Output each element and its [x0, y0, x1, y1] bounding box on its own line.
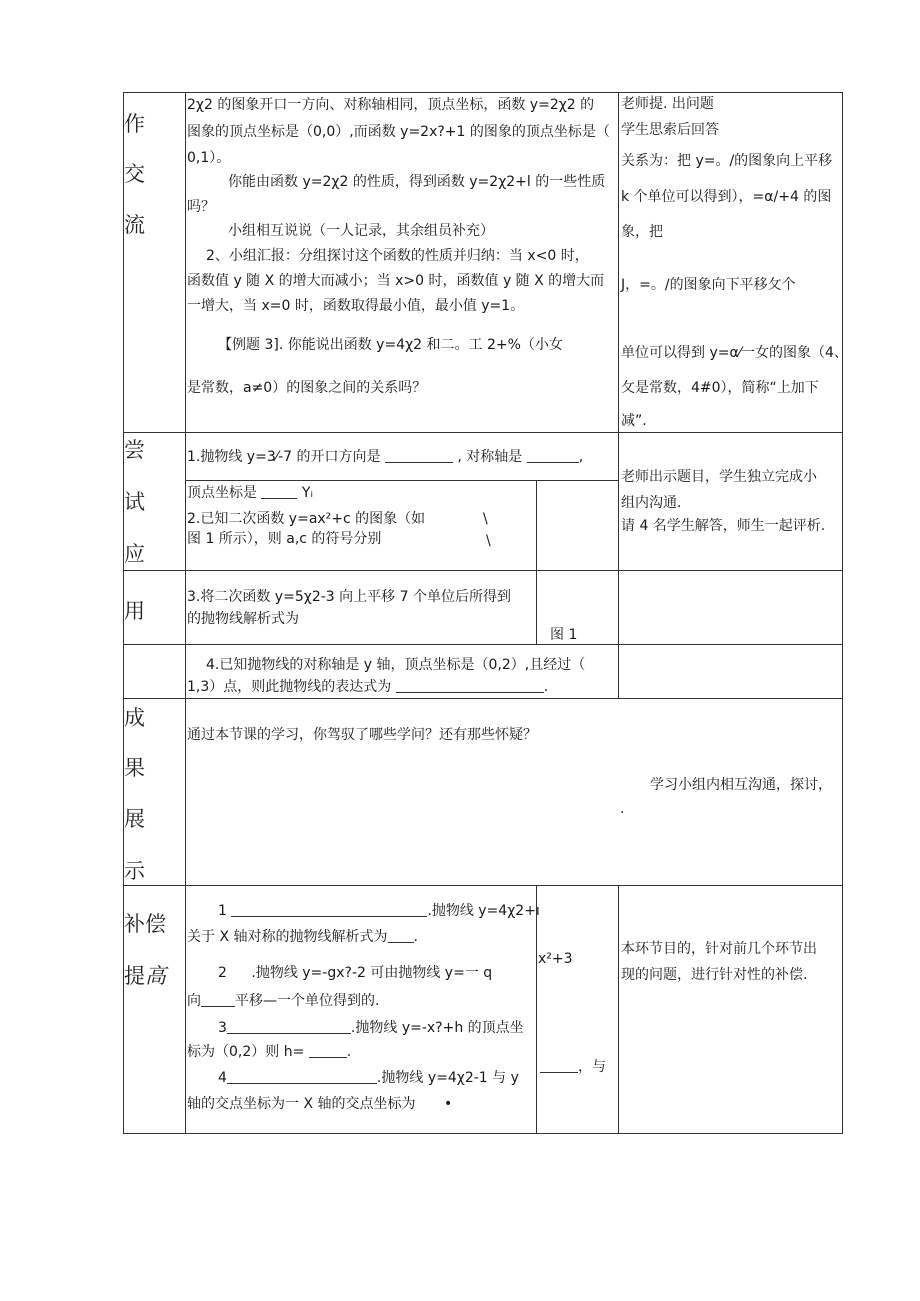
question-2-cont: 图 1 所示），则 a,c 的符号分别 — [187, 531, 382, 547]
exercise-3 — [218, 1019, 524, 1037]
exercise-text: 轴的交点坐标为一 X 轴的交点坐标为 — [187, 1096, 416, 1112]
stage-label-char: 交 — [124, 162, 145, 186]
period: . — [413, 929, 418, 945]
teacher-note: J，=。/的图象向下平移攵个 — [621, 277, 796, 293]
teacher-note: 请 4 名学生解答，师生一起评析. — [621, 518, 826, 534]
table-top-border — [123, 92, 843, 93]
example-line: 【例题 3]. 你能说出函数 y=4χ2 和二。工 2+%（小女 — [218, 337, 563, 353]
teacher-note: 老师出示题目，学生独立完成小 — [621, 469, 817, 485]
question-text: , 对称轴是 — [457, 449, 523, 465]
stage-label — [124, 960, 166, 990]
answer-blank — [396, 692, 544, 693]
exercise-text: .抛物线 y=4χ2-1 与 y — [376, 1070, 519, 1086]
exercise-number: 2 — [218, 965, 227, 981]
stage-label-char: 果 — [124, 756, 145, 780]
question-text: 顶点坐标是 — [187, 485, 257, 501]
stage-label-char: 应 — [124, 542, 145, 566]
teacher-note: 老师提. 出问题 — [621, 96, 714, 112]
content-line: 函数值 y 随 X 的增大而减小；当 x>0 时，函数值 y 随 X 的增大而 — [187, 273, 605, 289]
answer-blank — [527, 462, 579, 463]
content-line: 图象的顶点坐标是（0,0）,而函数 y=2x?+1 的图象的顶点坐标是（ — [187, 124, 610, 140]
teacher-note: k 个单位可以得到），=α/+4 的图 — [621, 189, 832, 205]
exercise-number: 4 — [218, 1070, 227, 1086]
stage-label-char: 高 — [145, 964, 166, 988]
answer-blank — [201, 1006, 235, 1007]
exercise-text: 关于 X 轴对称的抛物线解析式为 — [187, 929, 388, 945]
question-1: 1.抛物线 y=3⁄-7 的开口方向是 , 对称轴是 , — [187, 449, 584, 465]
example-line: 是常数，a≠0）的图象之间的关系吗？ — [187, 380, 427, 396]
column-divider — [618, 92, 619, 699]
overflow-text — [540, 1058, 606, 1076]
question-text: 1.抛物线 y=3⁄-7 的开口方向是 — [187, 449, 381, 465]
question-3: 3.将二次函数 y=5χ2-3 向上平移 7 个单位后所得到 — [187, 589, 511, 605]
answer-blank — [227, 1033, 351, 1034]
table-right-border — [842, 92, 843, 1134]
teacher-note: 单位可以得到 y=α⁄一女的图象（4、 — [621, 345, 848, 361]
teacher-note: 现的问题，进行针对性的补偿. — [621, 967, 808, 983]
exercise-4 — [218, 1069, 519, 1087]
stage-label-char: 提 — [124, 964, 145, 988]
teacher-note: 关系为：把 y=。/的图象向上平移 — [621, 153, 833, 169]
period: . — [543, 679, 549, 695]
question-4: 4.已知抛物线的对称轴是 y 轴，顶点坐标是（0,2）,且经过（ — [206, 657, 586, 673]
row-divider — [123, 885, 843, 886]
answer-blank — [261, 498, 297, 499]
teacher-note: 学习小组内相互沟通，探讨， — [650, 777, 832, 793]
answer-blank — [385, 462, 453, 463]
exercise-text: 向 — [187, 993, 201, 1009]
content-line: 0,1）。 — [187, 150, 231, 166]
teacher-note: 组内沟通. — [621, 495, 682, 511]
backslash-mark: \ — [486, 533, 491, 549]
content-line: 一增大，当 x=0 时，函数取得最小值，最小值 y=1。 — [187, 298, 525, 314]
exercise-2 — [218, 964, 492, 982]
exercise-text: 平移—一个单位得到的. — [235, 993, 380, 1009]
stage-label-char: 用 — [124, 599, 145, 623]
answer-blank — [540, 1072, 578, 1073]
stage-label-char: 流 — [124, 213, 145, 237]
answer-blank — [227, 1083, 377, 1084]
period: . — [620, 801, 625, 817]
question-2: 2.已知二次函数 y=ax²+c 的图象（如 — [187, 511, 426, 527]
stage-label-char: 成 — [124, 706, 145, 730]
backslash-mark: \ — [483, 511, 488, 527]
answer-blank — [231, 916, 427, 917]
column-divider — [185, 92, 186, 1134]
stage-label-char: 示 — [124, 859, 145, 883]
figure-caption: 图 1 — [550, 627, 578, 643]
exercise-2-cont — [187, 992, 379, 1010]
exercise-number: 1 — [218, 903, 227, 919]
teacher-note: 学生思索后回答 — [621, 122, 719, 138]
overflow-text: x²+3 — [538, 951, 573, 967]
content-line: 吗？ — [187, 199, 215, 215]
table-bottom-border — [123, 1133, 843, 1134]
exercise-4-cont — [187, 1095, 452, 1113]
exercise-text: .抛物线 y=4χ2+ı — [427, 903, 540, 919]
teacher-note: 减”. — [621, 413, 647, 429]
stage-label-char: 尝 — [124, 438, 145, 462]
answer-blank — [309, 1057, 347, 1058]
column-divider — [536, 885, 537, 1134]
row-divider — [123, 570, 843, 571]
exercise-3-cont — [187, 1043, 351, 1061]
stage-label-char: 展 — [124, 807, 145, 831]
question-1-cont — [187, 484, 313, 502]
figure-cell-divider — [536, 480, 537, 644]
reflection-prompt: 通过本节课的学习，你驾驭了哪些学问？还有那些怀疑？ — [187, 727, 537, 743]
row-divider — [123, 644, 843, 645]
question-3-cont: 的抛物线解析式为 — [187, 611, 299, 627]
bullet: • — [443, 1096, 453, 1112]
exercise-1-cont — [187, 928, 418, 946]
exercise-1 — [218, 902, 540, 920]
question-text: Yᵢ — [301, 485, 313, 501]
exercise-number: 3 — [218, 1020, 227, 1036]
row-divider — [123, 432, 843, 433]
stage-label: 补偿 — [124, 912, 166, 936]
question-text: 1,3）点，则此抛物线的表达式为 — [187, 679, 392, 695]
exercise-text: ，与 — [578, 1059, 606, 1075]
row-divider — [185, 480, 618, 481]
question-4-cont — [187, 678, 548, 696]
content-line: 你能由函数 y=2χ2 的性质，得到函数 y=2χ2+l 的一些性质 — [228, 174, 606, 190]
content-line: 2χ2 的图象开口一方向、对称轴相同，顶点坐标，函数 y=2χ2 的 — [187, 97, 595, 113]
exercise-text: 标为（0,2）则 h= — [187, 1044, 305, 1060]
teacher-note: 象，把 — [621, 224, 663, 240]
column-divider — [618, 885, 619, 1134]
exercise-text: .抛物线 y=-gx?-2 可由抛物线 y=一 q — [251, 965, 493, 981]
teacher-note: 攵是常数，4#0），简称“上加下 — [621, 380, 819, 396]
content-line: 2、小组汇报：分组探讨这个函数的性质并归纳：当 x<0 时， — [206, 248, 589, 264]
row-divider — [123, 698, 843, 699]
stage-label-char: 试 — [124, 490, 145, 514]
content-line: 小组相互说说（一人记录，其余组员补充） — [228, 223, 494, 239]
period: . — [346, 1044, 352, 1060]
answer-blank — [388, 942, 414, 943]
stage-label-char: 作 — [124, 112, 145, 136]
exercise-text: .抛物线 y=-x?+h 的顶点坐 — [350, 1020, 524, 1036]
teacher-note: 本环节目的，针对前几个环节出 — [621, 941, 817, 957]
